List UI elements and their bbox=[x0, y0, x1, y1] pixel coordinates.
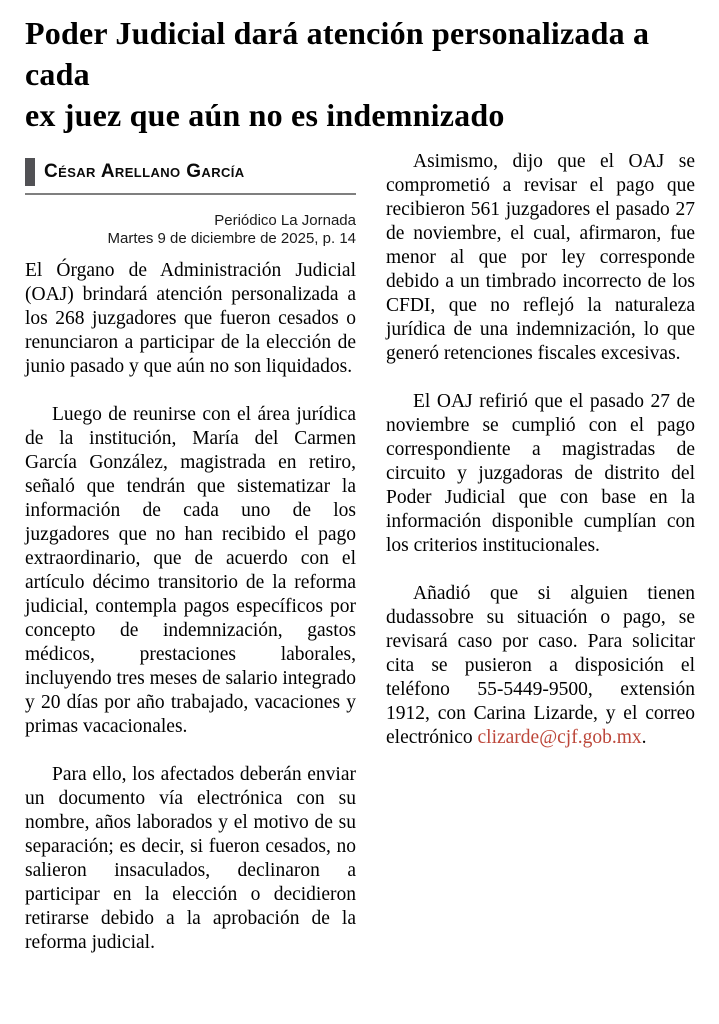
right-column bbox=[386, 148, 695, 774]
paragraph: Asimismo, dijo que el OAJ se comprometió a revisar el pago que recibieron 561 juzgadores el pasado 27 de noviembre, el cual, afirmaron, fue menor al que por ley corresponde debido a un timbrado incorrecto de los CFDI, que no reflejó la naturaleza jurídica de una indemnización, lo que generó retenciones fiscales excesivas. bbox=[386, 151, 695, 364]
byline-author: César Arellano García bbox=[44, 161, 245, 182]
email-link[interactable]: clizarde@cjf.gob.mx bbox=[477, 727, 642, 748]
article-columns bbox=[25, 148, 695, 979]
article-headline bbox=[25, 13, 695, 136]
paragraph: Luego de reunirse con el área jurídica de la institución, María del Carmen García González, magistrada en retiro, señaló que tendrán que sistematizar la información de cada uno de los juzgadores que no han recibido el pago extraordinario, que de acuerdo con el artículo décimo transitorio de la reforma judicial, contempla pagos específicos por concepto de indemnización, gastos médicos, prestaciones laborales, incluyendo tres meses de salario integrado y 20 días por año trabajado, vacaciones y primas vacacionales. bbox=[25, 404, 356, 737]
byline-rule bbox=[25, 193, 356, 195]
paragraph: El OAJ refirió que el pasado 27 de noviembre se cumplió con el pago correspondiente a magistradas de circuito y juzgadoras de distrito del Poder Judicial que con base en la información disponible cumplían con los criterios institucionales. bbox=[386, 391, 695, 556]
headline-line-1: Poder Judicial dará atención personalizada a cada bbox=[25, 15, 650, 92]
publication-name: Periódico La Jornada bbox=[214, 212, 356, 229]
closing-text: Añadió que si alguien tienen dudassobre su situación o pago, se revisará caso por caso. Para solicitar cita se pusieron a disposición el teléfono 55-5449-9500, extensión 1912, con Carina Lizarde, y el correo electrónico bbox=[386, 583, 695, 748]
dateline bbox=[25, 212, 356, 248]
left-column bbox=[25, 148, 356, 979]
paragraph-lead: El Órgano de Administración Judicial (OAJ) brindará atención personalizada a los 268 juzgadores que fueron cesados o renunciaron a participar de la elección de junio pasado y que aún no son liquidados. bbox=[25, 260, 356, 377]
closing-period: . bbox=[641, 727, 647, 748]
paragraph: Para ello, los afectados deberán enviar un documento vía electrónica con su nombre, años laborados y el motivo de su separación; es decir, si fueron cesados, no salieron insaculados, declinaron a participar en la elección o decidieron retirarse debido a la aprobación de la reforma judicial. bbox=[25, 764, 356, 953]
byline-block bbox=[25, 158, 356, 195]
byline-row bbox=[25, 158, 356, 193]
headline-line-2: ex juez que aún no es indemnizado bbox=[25, 97, 505, 133]
byline-marker bbox=[25, 158, 35, 186]
publication-date: Martes 9 de diciembre de 2025, p. 14 bbox=[107, 230, 356, 247]
paragraph-closing bbox=[386, 582, 695, 750]
